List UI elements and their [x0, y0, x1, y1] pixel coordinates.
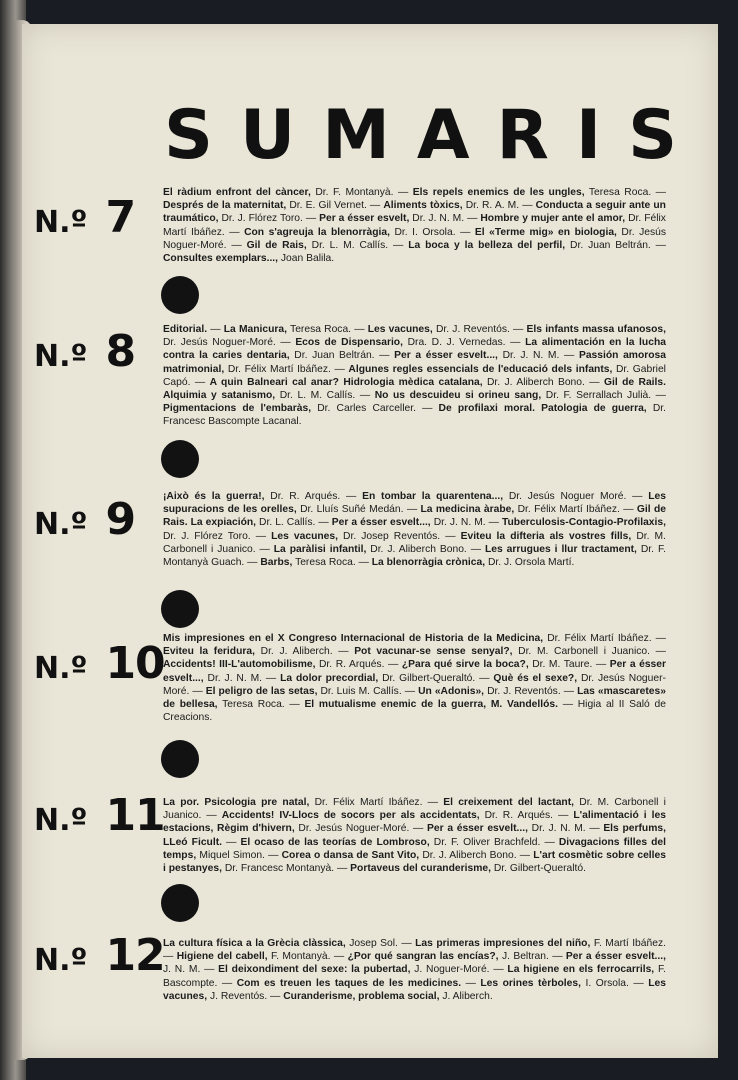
issue-number-value: 10 [105, 638, 165, 689]
issue-number-11 [34, 790, 164, 841]
article-author: Dr. R. A. M. [465, 200, 520, 212]
separator-dash: — [619, 504, 637, 516]
article-title: Conducta a seguir ante un traumático, [163, 200, 666, 225]
separator-dash: — [485, 517, 502, 529]
article-author: Dr. F. Serrallach Julià. [545, 390, 652, 402]
article-title: Eviteu la feridura, [163, 646, 255, 658]
separator-dash: — [403, 504, 421, 516]
article-title: Accidents! III-L'automobilisme, [163, 659, 316, 671]
article-title: No us descuideu si orineu sang, [374, 390, 542, 402]
separator-dash: — [267, 990, 284, 1002]
issue-contents-10 [163, 632, 666, 724]
separator-dash: — [553, 810, 574, 822]
separator-dash: — [340, 491, 363, 502]
separator-dash: — [422, 797, 444, 808]
article-title: Per a ésser esvelt..., [394, 350, 498, 362]
article-author: Dr. Luis M. Callís. [320, 685, 402, 697]
article-title: La blenorràgia crònica, [371, 557, 486, 569]
article-author: Dra. D. J. Vernedas. [407, 337, 506, 349]
separator-dash: — [584, 376, 604, 388]
article-author: Dr. F. Montanyà. [315, 187, 394, 198]
issue-contents-11 [163, 796, 666, 875]
separator-dash: — [540, 836, 559, 848]
separator-dash: — [651, 390, 666, 402]
article-author: Dr. Josep Reventós. [343, 530, 441, 542]
article-author: F. Martí Ibáñez. [593, 938, 666, 949]
issue-number-8 [34, 326, 164, 377]
article-title: El peligro de las setas, [205, 685, 318, 697]
separator-dash: — [440, 530, 461, 542]
article-title: La dolor precordial, [280, 672, 379, 684]
article-author: Dr. Félix Martí Ibáñez. [547, 633, 652, 644]
article-author: Dr. R. Arqués. [484, 810, 554, 822]
article-title: Tuberculosis-Contagio-Profilaxis, [501, 517, 666, 529]
article-title: Les supuracions de les orelles, [163, 491, 666, 516]
article-author: Josep Sol. [349, 938, 398, 949]
article-author: Dr. Francesc Bascompte Lacanal. [163, 403, 666, 428]
article-author: Dr. J. Reventós. [487, 685, 561, 697]
issue-contents-12 [163, 937, 666, 1003]
article-title: Algunes regles essencials de l'educació dels infants, [348, 363, 613, 375]
article-author: Dr. Gabriel Capó. [163, 363, 666, 388]
article-title: Portaveus del curanderisme, [350, 863, 491, 875]
number-prefix: N.º [34, 651, 88, 686]
issue-number-10 [34, 638, 164, 689]
separator-dash: — [401, 685, 419, 697]
article-title: El mutualisme enemic de la guerra, M. Vandellós. [304, 699, 558, 711]
article-title: Corea o dansa de Sant Vito, [281, 849, 420, 861]
article-title: ¿Por qué sangran las encías?, [347, 951, 499, 963]
separator-dash: — [250, 530, 272, 542]
separator-dash: — [384, 659, 402, 671]
article-author: Dr. J. Aliberch Bono. [370, 543, 467, 555]
article-title: Consultes exemplars..., [163, 253, 279, 265]
separator-dash: — [374, 350, 395, 362]
article-author: Dr. L. Callís. [259, 517, 316, 529]
article-author: Dr. J. Aliberch Bono. [422, 849, 517, 861]
article-title: Hombre y mujer ante el amor, [480, 213, 626, 225]
article-title: Els perfums, LLeó Ficult. [163, 823, 666, 848]
article-author: Dr. M. Carbonell i Juanico. [163, 797, 666, 822]
article-author: Dr. L. M. Callís. [311, 239, 389, 251]
issue-number-value: 8 [105, 326, 136, 377]
article-title: Les orines tèrboles, [480, 977, 581, 989]
article-author: Dr. Félix Martí Ibáñez. [314, 797, 423, 808]
separator-dash: — [650, 239, 666, 251]
article-author: I. Orsola. [585, 977, 629, 989]
article-title: La cultura física a la Grècia clàssica, [163, 938, 346, 949]
article-author: Dr. I. Orsola. [394, 226, 456, 238]
article-author: Teresa Roca. [295, 557, 356, 569]
article-title: El «Terme mig» en biologia, [474, 226, 617, 238]
article-author: Dr. R. Arqués. [319, 659, 385, 671]
article-title: A quin Balneari cal anar? Hidrologia mèdica catalana, [209, 376, 483, 388]
article-title: Gil de Rais, [246, 239, 307, 251]
separator-dash: — [509, 324, 527, 335]
separator-dash: — [559, 350, 579, 362]
article-author: Dr. Gilbert-Queraltó. [493, 863, 586, 875]
issue-number-value: 7 [105, 192, 136, 243]
separator-dash: — [262, 672, 281, 684]
article-author: Dr. Félix Martí Ibáñez. [517, 504, 620, 516]
article-title: Què és el sexe?, [493, 672, 578, 684]
article-author: Dr. E. Gil Vernet. [289, 200, 367, 212]
article-author: Dr. J. Flórez Toro. [221, 213, 303, 225]
article-author: J. Beltran. [501, 951, 549, 963]
article-author: Teresa Roca. [222, 699, 285, 711]
separator-dash: — [355, 390, 375, 402]
issue-contents-8 [163, 323, 666, 429]
issue-number-12 [34, 930, 164, 981]
separator-dash: — [315, 517, 332, 529]
article-title: Higiene del cabell, [176, 951, 268, 963]
article-author: J. Reventós. [209, 990, 268, 1002]
separator-dash: — [222, 836, 241, 848]
article-author: Dr. J. Aliberch. [260, 646, 333, 658]
article-author: Dr. J. Orsola Martí. [487, 557, 575, 569]
article-author: Dr. Francesc Montanyà. [224, 863, 335, 875]
article-title: El ràdium enfront del càncer, [163, 187, 311, 198]
article-title: Gil de Rais. La expiación, [163, 504, 666, 529]
separator-dash: — [461, 977, 481, 989]
separator-dash: — [244, 557, 261, 569]
separator-dash: — [200, 964, 219, 976]
separator-dash: — [475, 672, 494, 684]
article-author: Dr. M. Taure. [532, 659, 593, 671]
article-title: La higiene en els ferrocarrils, [507, 964, 655, 976]
article-title: Gil de Rails. Alquimia y satanismo, [163, 376, 666, 402]
article-title: Un «Adonis», [418, 685, 485, 697]
article-author: Dr. M. Carbonell i Juanico. [163, 530, 666, 555]
article-title: El creixement del lactant, [443, 797, 575, 808]
article-title: Els infants massa ufanosos, [526, 324, 667, 335]
article-title: Editorial. [163, 324, 208, 335]
separator-dash: — [275, 337, 296, 349]
article-title: L'alimentació i les estacions, Règim d'hivern, [163, 810, 666, 835]
article-title: Per a ésser esvelt, [319, 213, 410, 225]
separator-dash: — [585, 823, 604, 835]
article-author: J. Aliberch. [442, 990, 493, 1002]
article-author: Joan Balila. [280, 253, 335, 265]
separator-dash: — [519, 200, 536, 212]
article-title: La alimentación en la lucha contra la caries dentaria, [163, 337, 666, 362]
article-author: Teresa Roca. [290, 324, 352, 335]
article-author: Dr. F. Oliver Brachfeld. [433, 836, 541, 848]
issue-number-7 [34, 192, 164, 243]
separator-dash: — [355, 557, 372, 569]
article-title: Passión amorosa matrimonial, [163, 350, 666, 375]
article-title: Divagacions filles del temps, [163, 836, 667, 861]
article-author: J. N. M. [163, 964, 201, 976]
separator-dash: — [557, 699, 578, 711]
separator-dash: — [201, 810, 222, 822]
separator-dash: — [393, 187, 413, 198]
article-title: El deixondiment del sexe: la pubertad, [218, 964, 411, 976]
article-author: Dr. Jesús Noguer-Moré. [163, 337, 276, 349]
separator-dash: — [489, 964, 508, 976]
article-author: Dr. Juan Beltrán. [570, 239, 651, 251]
article-author: Dr. Carles Carceller. [317, 403, 416, 415]
article-author: Dr. Jesús Noguer Moré. [508, 491, 627, 502]
separator-dash: — [190, 376, 210, 388]
article-title: Barbs, [260, 557, 293, 569]
separator-dash: — [284, 699, 305, 711]
article-title: Per a ésser esvelt..., [163, 659, 667, 684]
separator-dash: — [302, 213, 320, 225]
number-prefix: N.º [34, 205, 88, 240]
article-title: Per a ésser esvelt..., [331, 517, 431, 529]
separator-dash: — [189, 685, 206, 697]
article-author: Dr. J. Reventós. [435, 324, 510, 335]
article-title: De profilaxi moral. Patologia de guerra, [438, 403, 647, 415]
article-author: Dr. Juan Beltrán. [294, 350, 375, 362]
article-author: Dr. Gilbert-Queraltó. [382, 672, 476, 684]
article-author: Dr. Félix Martí Ibáñez. [227, 363, 331, 375]
article-author: Dr. F. Montanyà Guach. [163, 543, 666, 569]
article-author: Dr. R. Arqués. [270, 491, 341, 502]
article-author: Dr. J. N. M. [412, 213, 465, 225]
separator-dash: — [351, 324, 368, 335]
separator-dash: — [332, 646, 355, 658]
bullet-dot [161, 440, 199, 478]
article-title: La medicina àrabe, [420, 504, 515, 516]
separator-dash: — [409, 823, 428, 835]
article-title: Els repels enemics de les ungles, [412, 187, 585, 198]
number-prefix: N.º [34, 803, 88, 838]
article-author: Dr. Jesús Noguer-Moré. [163, 226, 666, 251]
article-title: Les vacunes, [367, 324, 433, 335]
article-title: Accidents! IV-Llocs de socors per als accidentats, [221, 810, 480, 822]
issue-number-value: 12 [105, 930, 165, 981]
article-title: La por. Psicologia pre natal, [163, 797, 310, 808]
article-title: Per a ésser esvelt..., [565, 951, 666, 963]
number-prefix: N.º [34, 943, 88, 978]
article-author: Dr. J. N. M. [502, 350, 560, 362]
number-prefix: N.º [34, 339, 88, 374]
separator-dash: — [388, 239, 409, 251]
separator-dash: — [650, 646, 666, 658]
separator-dash: — [330, 363, 349, 375]
separator-dash: — [330, 951, 348, 963]
article-title: Pigmentacions de l'embaràs, [163, 403, 312, 415]
separator-dash: — [264, 849, 282, 861]
article-author: Dr. J. Aliberch Bono. [486, 376, 585, 388]
article-author: Dr. J. Flórez Toro. [163, 530, 251, 542]
separator-dash: — [334, 863, 351, 875]
separator-dash: — [548, 951, 566, 963]
article-title: Mis impresiones en el X Congreso Internacional de Historia de la Medicina, [163, 633, 544, 644]
article-title: L'art cosmètic sobre celles i pestanyes, [163, 849, 666, 875]
article-author: Dr. L. M. Callís. [279, 390, 356, 402]
article-title: Per a ésser esvelt..., [427, 823, 528, 835]
issue-number-9 [34, 494, 164, 545]
article-title: Eviteu la difteria als vostres fills, [460, 530, 632, 542]
separator-dash: — [455, 226, 475, 238]
separator-dash: — [628, 977, 649, 989]
article-title: El ocaso de las teorías de Lombroso, [240, 836, 430, 848]
bullet-dot [161, 884, 199, 922]
issue-contents-9 [163, 490, 666, 569]
article-title: Las primeras impresiones del niño, [415, 938, 591, 949]
article-title: En tombar la quarentena..., [362, 491, 504, 502]
page-title: SUMARIS [164, 96, 705, 175]
article-author: Higia al II Saló de Creacions. [163, 699, 666, 724]
separator-dash: — [505, 337, 526, 349]
article-author: Dr. Jesús Noguer-Moré. [298, 823, 410, 835]
article-author: Dr. M. Carbonell i Juanico. [518, 646, 651, 658]
article-author: Dr. J. N. M. [207, 672, 263, 684]
separator-dash: — [516, 849, 534, 861]
article-author: Dr. J. N. M. [531, 823, 586, 835]
separator-dash: — [163, 951, 177, 963]
article-title: Com es treuen les taques de les medicines. [236, 977, 462, 989]
separator-dash: — [560, 685, 578, 697]
separator-dash: — [255, 543, 274, 555]
article-author: Dr. J. N. M. [433, 517, 486, 529]
separator-dash: — [464, 213, 481, 225]
article-title: La Manicura, [223, 324, 288, 335]
separator-dash: — [592, 659, 610, 671]
article-author: Teresa Roca. [588, 187, 652, 198]
separator-dash: — [415, 403, 439, 415]
bullet-dot [161, 276, 199, 314]
article-title: Aliments tòxics, [383, 200, 463, 212]
article-title: Les vacunes, [271, 530, 338, 542]
article-author: Miquel Simon. [199, 849, 265, 861]
article-title: Con s'agreuja la blenorràgia, [244, 226, 390, 238]
article-author: Dr. Félix Martí Ibáñez. [163, 213, 666, 238]
article-title: ¿Para qué sirve la boca?, [401, 659, 529, 671]
article-title: Les vacunes, [163, 977, 666, 1002]
separator-dash: — [466, 543, 485, 555]
issue-contents-7 [163, 186, 666, 265]
article-author: J. Noguer-Moré. [414, 964, 490, 976]
separator-dash: — [224, 226, 245, 238]
bullet-dot [161, 590, 199, 628]
document-page [22, 24, 718, 1058]
separator-dash: — [626, 491, 649, 502]
separator-dash: — [651, 187, 666, 198]
separator-dash: — [226, 239, 247, 251]
separator-dash: — [366, 200, 384, 212]
article-title: Després de la maternitat, [163, 200, 287, 212]
separator-dash: — [651, 633, 666, 644]
article-author: F. Montanyà. [271, 951, 331, 963]
article-author: F. Bascompte. [163, 964, 666, 989]
issue-number-value: 9 [105, 494, 136, 545]
separator-dash: — [217, 977, 237, 989]
article-title: La paràlisi infantil, [273, 543, 367, 555]
separator-dash: — [207, 324, 224, 335]
issue-number-value: 11 [105, 790, 165, 841]
article-title: Les arrugues i llur tractament, [484, 543, 637, 555]
article-title: Curanderisme, problema social, [283, 990, 440, 1002]
article-title: ¡Això és la guerra!, [163, 491, 265, 502]
article-author: Dr. Jesús Noguer-Moré. [163, 672, 666, 697]
article-title: Pot vacunar-se sense senyal?, [354, 646, 513, 658]
bullet-dot [161, 740, 199, 778]
article-title: Las «mascaretes» de bellesa, [163, 685, 666, 711]
number-prefix: N.º [34, 507, 88, 542]
article-title: Ecos de Dispensario, [295, 337, 403, 349]
article-title: La boca y la belleza del perfil, [408, 239, 566, 251]
separator-dash: — [397, 938, 416, 949]
article-author: Dr. Lluís Suñé Medán. [300, 504, 404, 516]
